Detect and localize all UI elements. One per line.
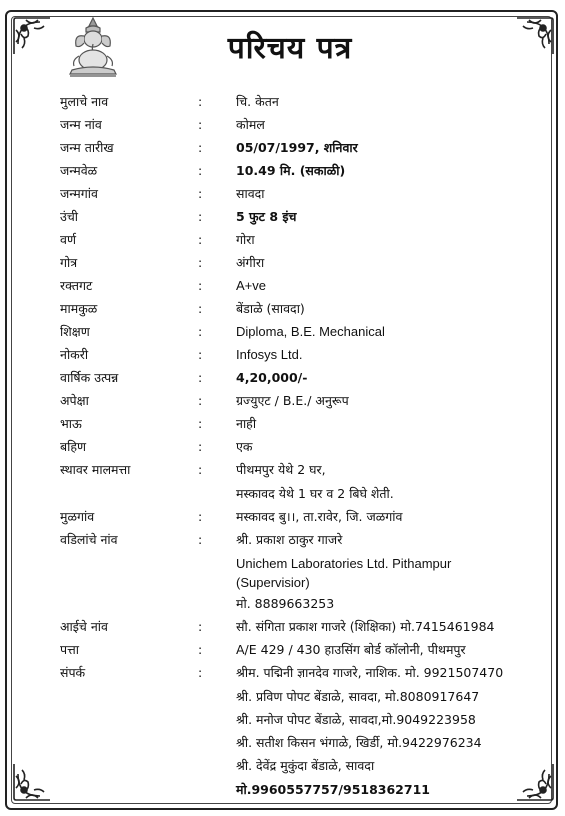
field-label: भाऊ bbox=[60, 416, 82, 431]
field-label: मुळगांव bbox=[60, 509, 95, 524]
field-label: जन्मगांव bbox=[60, 186, 98, 201]
field-value: मो.9960557757/9518362711 bbox=[236, 782, 430, 797]
field-label: वडिलांचे नांव bbox=[60, 532, 118, 547]
field-colon: : bbox=[198, 416, 203, 431]
field-label: उंची bbox=[60, 209, 79, 224]
field-label: पत्ता bbox=[60, 642, 79, 657]
field-value: 10.49 मि. (सकाळी) bbox=[236, 163, 346, 178]
field-label: स्थावर मालमत्ता bbox=[60, 462, 131, 477]
field-value: श्रीम. पद्मिनी ज्ञानदेव गाजरे, नाशिक. मो. 9921507470 bbox=[236, 665, 504, 680]
field-value: ग्रज्युएट / B.E./ अनुरूप bbox=[236, 393, 349, 408]
field-value: 05/07/1997, शनिवार bbox=[236, 140, 358, 155]
field-label: रक्तगट bbox=[60, 278, 93, 293]
field-label: वार्षिक उत्पन्न bbox=[60, 370, 119, 385]
field-colon: : bbox=[198, 347, 203, 362]
field-value: सौ. संगिता प्रकाश गाजरे (शिक्षिका) मो.7415461984 bbox=[236, 619, 495, 634]
field-value: श्री. मनोज पोपट बेंडाळे, सावदा,मो.9049223958 bbox=[236, 712, 476, 727]
field-label: बहिण bbox=[60, 439, 87, 454]
field-colon: : bbox=[198, 186, 203, 201]
field-colon: : bbox=[198, 278, 203, 293]
field-colon: : bbox=[198, 232, 203, 247]
field-value: श्री. प्रकाश ठाकुर गाजरे bbox=[236, 532, 343, 547]
corner-ornament-icon bbox=[10, 14, 54, 58]
field-colon: : bbox=[198, 509, 203, 524]
field-colon: : bbox=[198, 439, 203, 454]
field-value: Unichem Laboratories Ltd. Pithampur bbox=[236, 556, 452, 571]
field-value: बेंडाळे (सावदा) bbox=[236, 301, 305, 316]
field-label: संपर्क bbox=[60, 665, 86, 680]
field-colon: : bbox=[198, 324, 203, 339]
field-label: वर्ण bbox=[60, 232, 76, 247]
field-value: श्री. सतीश किसन भंगाळे, खिर्डी, मो.9422976234 bbox=[236, 735, 482, 750]
field-label: शिक्षण bbox=[60, 324, 90, 339]
field-colon: : bbox=[198, 532, 203, 547]
field-value: मस्कावद बु।।, ता.रावेर, जि. जळगांव bbox=[236, 509, 403, 524]
field-value: चि. केतन bbox=[236, 94, 279, 109]
field-value: Diploma, B.E. Mechanical bbox=[236, 324, 385, 339]
field-colon: : bbox=[198, 94, 203, 109]
field-value: एक bbox=[236, 439, 253, 454]
field-value: नाही bbox=[236, 416, 257, 431]
field-colon: : bbox=[198, 301, 203, 316]
field-label: गोत्र bbox=[60, 255, 78, 270]
field-value: कोमल bbox=[236, 117, 265, 132]
corner-ornament-icon bbox=[10, 760, 54, 804]
field-label: जन्मवेळ bbox=[60, 163, 98, 178]
field-colon: : bbox=[198, 140, 203, 155]
field-value: मो. 8889663253 bbox=[236, 596, 335, 611]
field-value: पीथमपुर येथे 2 घर, bbox=[236, 462, 326, 477]
field-value: 5 फुट 8 इंच bbox=[236, 209, 297, 224]
field-colon: : bbox=[198, 255, 203, 270]
field-value: श्री. प्रविण पोपट बेंडाळे, सावदा, मो.8080917647 bbox=[236, 689, 480, 704]
field-value: गोरा bbox=[236, 232, 255, 247]
field-colon: : bbox=[198, 163, 203, 178]
ganesha-icon bbox=[64, 16, 122, 78]
field-colon: : bbox=[198, 619, 203, 634]
field-value: Infosys Ltd. bbox=[236, 347, 303, 362]
field-colon: : bbox=[198, 117, 203, 132]
field-label: मामकुळ bbox=[60, 301, 98, 316]
field-label: जन्म तारीख bbox=[60, 140, 114, 155]
field-colon: : bbox=[198, 393, 203, 408]
field-label: अपेक्षा bbox=[60, 393, 89, 408]
inner-border bbox=[11, 16, 552, 804]
corner-ornament-icon bbox=[513, 14, 557, 58]
field-label: मुलाचे नाव bbox=[60, 94, 109, 109]
field-value: अंगीरा bbox=[236, 255, 265, 270]
field-colon: : bbox=[198, 209, 203, 224]
field-value: मस्कावद येथे 1 घर व 2 बिघे शेती. bbox=[236, 486, 394, 501]
field-colon: : bbox=[198, 462, 203, 477]
field-colon: : bbox=[198, 642, 203, 657]
field-label: जन्म नांव bbox=[60, 117, 102, 132]
field-value: (Supervisior) bbox=[236, 575, 310, 590]
field-value: सावदा bbox=[236, 186, 265, 201]
field-label: आईचे नांव bbox=[60, 619, 108, 634]
field-value: A+ve bbox=[236, 278, 266, 293]
field-label: नोकरी bbox=[60, 347, 89, 362]
field-value: श्री. देवेंद्र मुकुंदा बेंडाळे, सावदा bbox=[236, 758, 375, 773]
page-title: परिचय पत्र bbox=[227, 31, 353, 66]
field-value: 4,20,000/- bbox=[236, 370, 308, 385]
field-value: A/E 429 / 430 हाउसिंग बोर्ड कॉलोनी, पीथमपुर bbox=[236, 642, 466, 657]
field-colon: : bbox=[198, 370, 203, 385]
field-colon: : bbox=[198, 665, 203, 680]
